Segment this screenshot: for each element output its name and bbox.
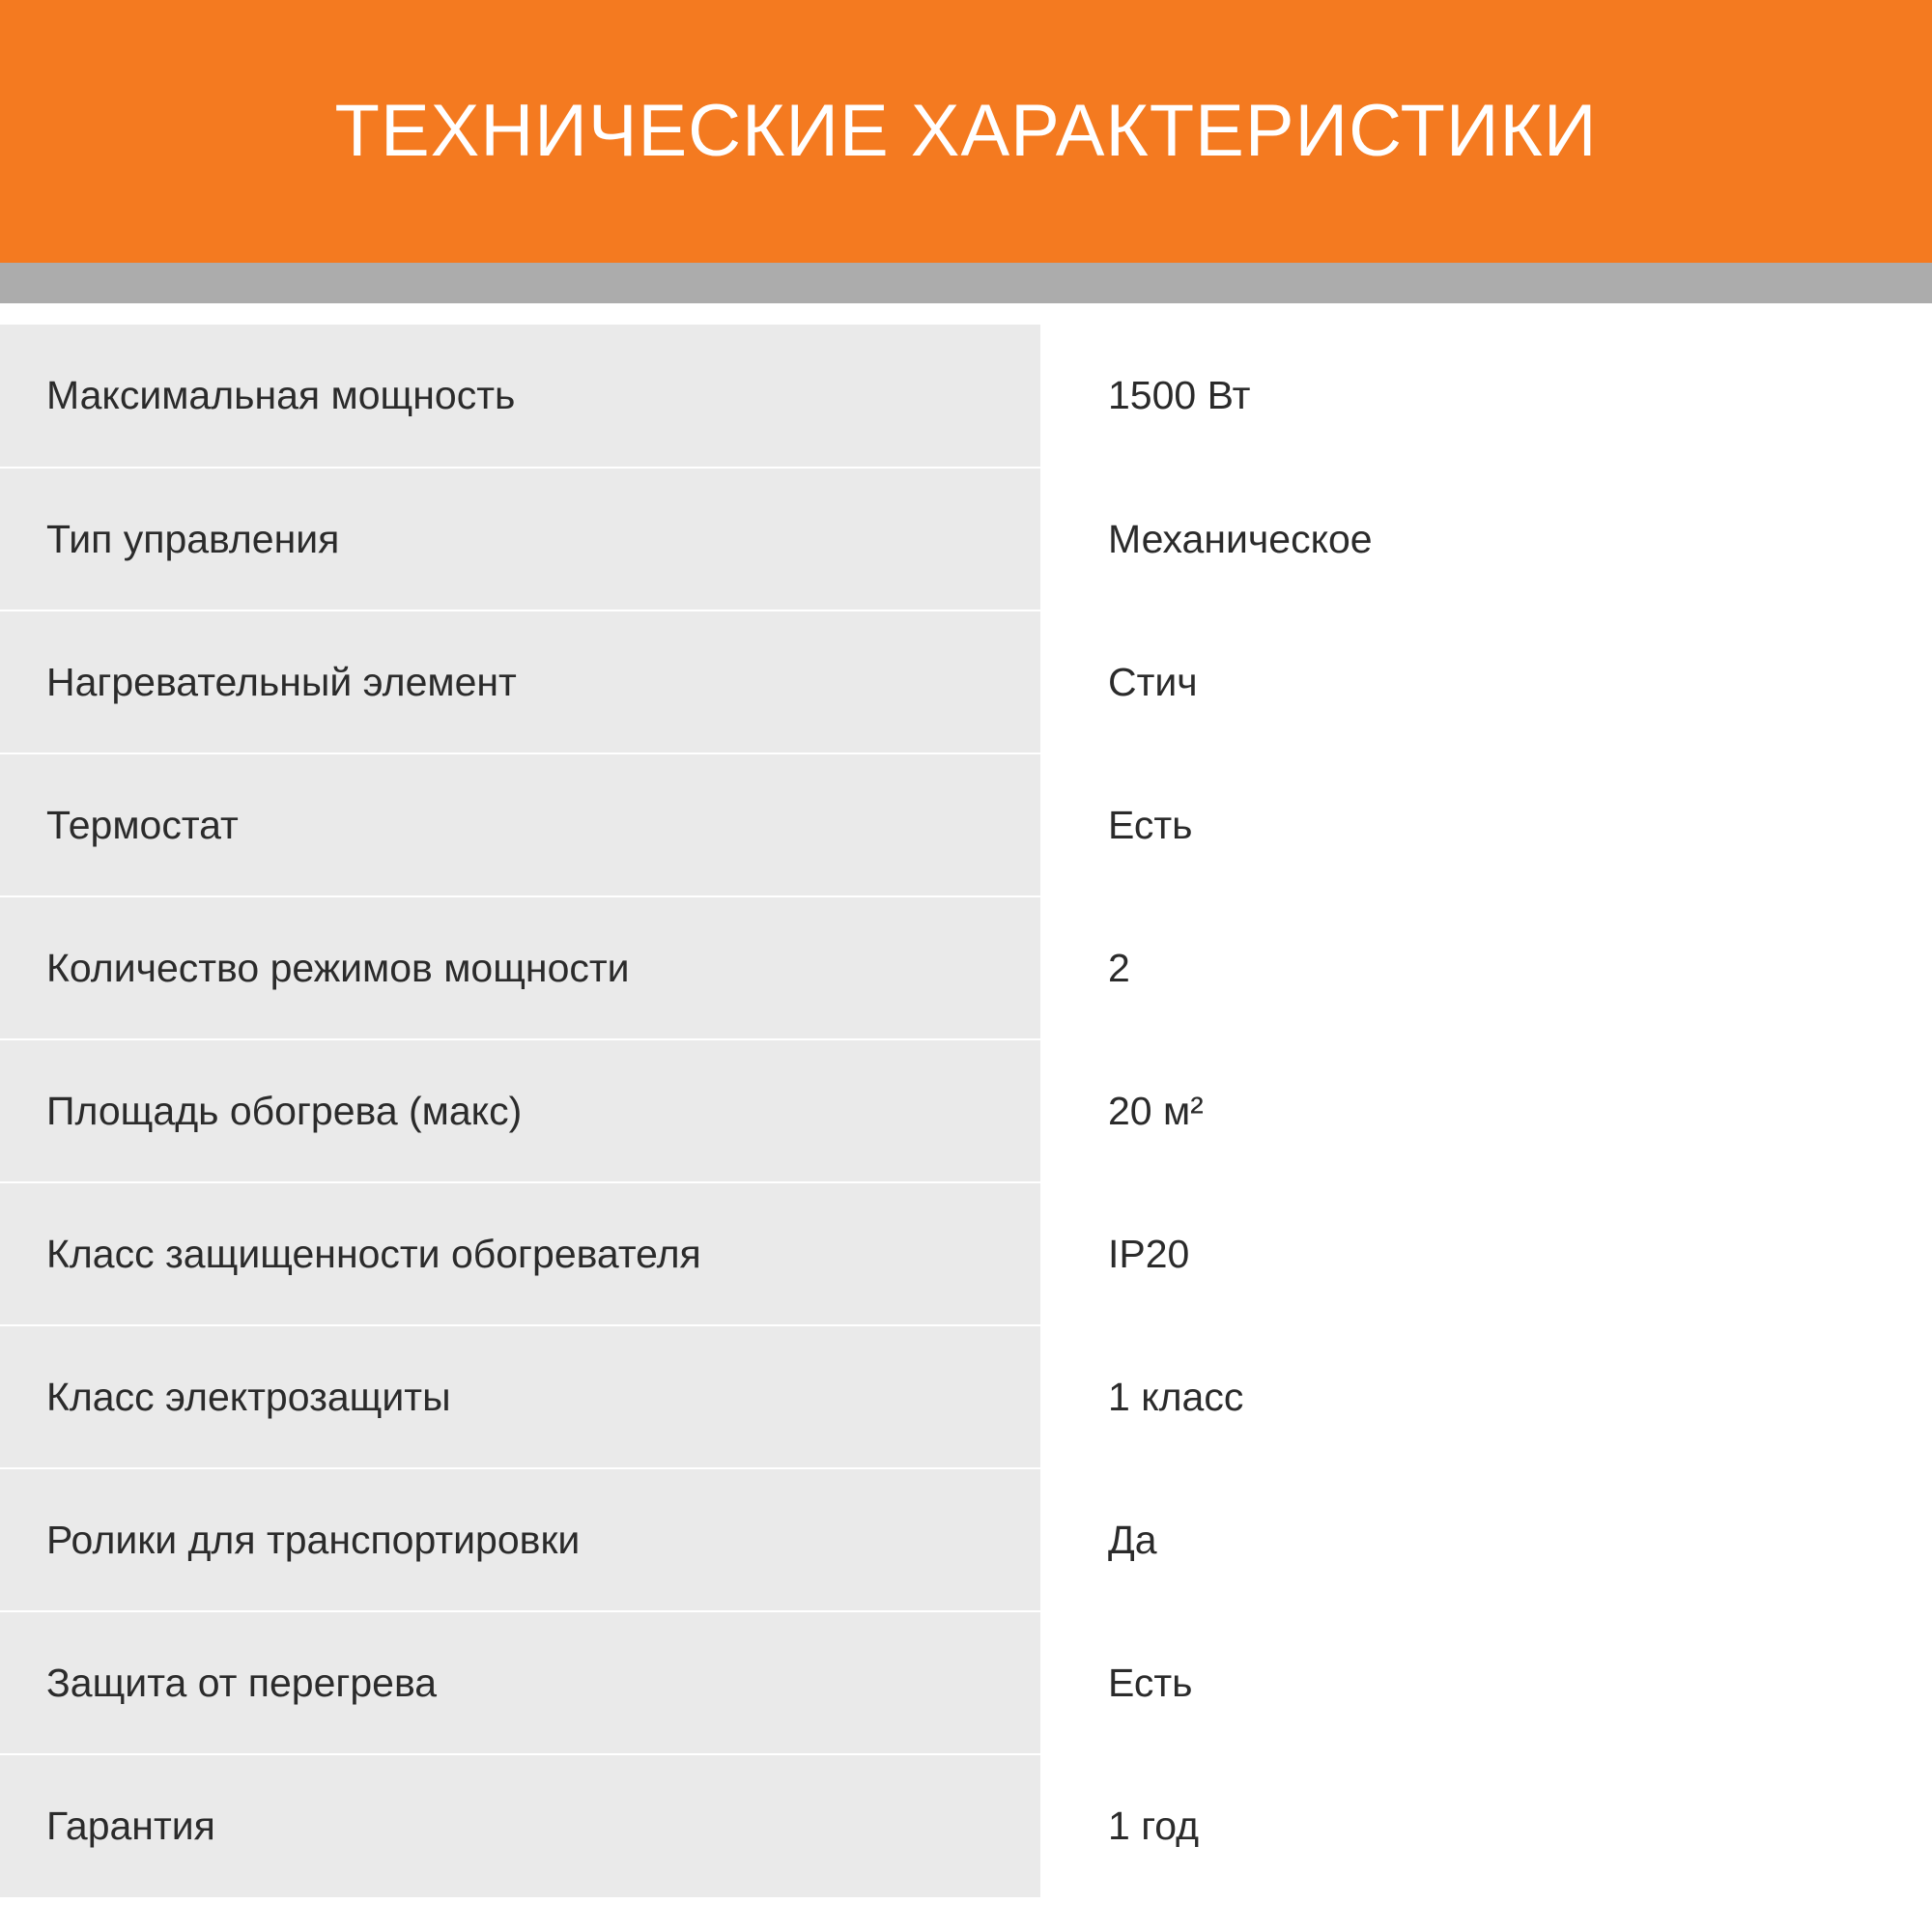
spec-value: 1 класс [1041, 1325, 1932, 1468]
spec-value: 1 год [1041, 1754, 1932, 1897]
table-row [0, 468, 1932, 611]
table-row [0, 1182, 1932, 1325]
spec-label: Ролики для транспортировки [0, 1468, 1041, 1611]
table-row [0, 1325, 1932, 1468]
spec-label: Площадь обогрева (макс) [0, 1039, 1041, 1182]
specifications-table-body [0, 325, 1932, 1897]
header-divider [0, 263, 1932, 303]
header-banner [0, 0, 1932, 263]
spec-value: Стич [1041, 611, 1932, 753]
spec-label: Класс защищенности обогревателя [0, 1182, 1041, 1325]
table-row [0, 896, 1932, 1039]
spec-label: Класс электрозащиты [0, 1325, 1041, 1468]
table-row [0, 1039, 1932, 1182]
spec-label: Максимальная мощность [0, 325, 1041, 468]
table-row [0, 753, 1932, 896]
divider-gap [0, 303, 1932, 325]
specifications-table [0, 325, 1932, 1897]
spec-value: Есть [1041, 753, 1932, 896]
spec-value: 2 [1041, 896, 1932, 1039]
table-row [0, 1611, 1932, 1754]
table-row [0, 1754, 1932, 1897]
spec-label: Гарантия [0, 1754, 1041, 1897]
table-row [0, 611, 1932, 753]
spec-label: Нагревательный элемент [0, 611, 1041, 753]
spec-label: Защита от перегрева [0, 1611, 1041, 1754]
table-row [0, 1468, 1932, 1611]
spec-label: Термостат [0, 753, 1041, 896]
spec-value: IP20 [1041, 1182, 1932, 1325]
table-row [0, 325, 1932, 468]
spec-label: Тип управления [0, 468, 1041, 611]
spec-value: 1500 Вт [1041, 325, 1932, 468]
spec-value: Механическое [1041, 468, 1932, 611]
spec-value: Да [1041, 1468, 1932, 1611]
page-title: ТЕХНИЧЕСКИЕ ХАРАКТЕРИСТИКИ [334, 90, 1598, 172]
spec-value: 20 м² [1041, 1039, 1932, 1182]
spec-value: Есть [1041, 1611, 1932, 1754]
spec-label: Количество режимов мощности [0, 896, 1041, 1039]
